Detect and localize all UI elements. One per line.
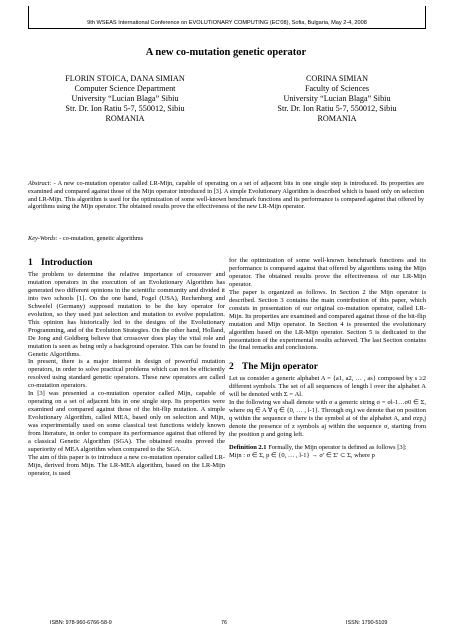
section-heading-introduction [28, 257, 225, 269]
abstract [28, 180, 424, 211]
formula: Mijn : σ ∈ Σ, p ∈ {0, … , l-1} → σ′ ∈ Σ′ ⊂ Σ, where p [229, 452, 375, 460]
author-university: University “Lucian Blaga” Sibiu [71, 94, 179, 103]
author-block-right [242, 74, 432, 124]
author-names: CORINA SIMIAN [305, 74, 369, 83]
paragraph: In [3] was presented a co-mutation operator called Mijn, capable of operating on a set of adjacent bits in one single step. Its properties were examined and compared against those of the bit-flip mutation. A simple Evolutionary Algorithm, called MEA, based only on selection and Mijn, was experimentally used on some classical test functions widely known from literature, in order to compare its performance against that offered by a classical Genetic Algorithm (SGA). The obtained results proved the superiority of MEA algorithm when compared to the SGA. [28, 390, 225, 453]
left-column [28, 257, 225, 478]
section-title: The Mijn operator [242, 362, 318, 373]
paragraph: Let us consider a generic alphabet A = {a1, a2, … , as} composed by s ≥2 different symbols. The set of all sequences of length l over the alphabet A will be denoted with Σ = Al. [229, 375, 426, 399]
author-university: University “Lucian Blaga” Sibiu [283, 94, 391, 103]
footer-page-number: 76 [221, 620, 227, 626]
author-country: ROMANIA [105, 114, 145, 123]
right-column [229, 257, 426, 460]
conference-header [28, 6, 426, 29]
definition-label: Definition 2.1 [229, 444, 267, 452]
paragraph: The aim of this paper is to introduce a new co-mutation operator called LR-Mijn, derived from Mijn. The LR-MEA algorithm, based on the LR-Mijn operator, is used [28, 453, 225, 477]
definition-text: Formally, the Mijn operator is defined as follows [3]: [266, 444, 407, 452]
paragraph: for the optimization of some well-known benchmark functions and its performance is compared against that offered by algorithms using the Mijn operator. The obtained results prove the effectiveness of our LR-Mijn operator. [229, 257, 426, 288]
page-footer [28, 620, 424, 632]
section-number: 1 [28, 258, 33, 268]
author-department: Faculty of Sciences [304, 84, 370, 93]
paragraph: In the following we shall denote with σ a generic string σ = σl-1…σ0 ∈ Σ, where σq ∈ A ∀ q ∈ {0, … , l-1}. Through σq,i we denote that on position q within the sequence σ there is the symbol ai of the alphabet A, and σzp,j denote the presence of z symbols aj within the sequence σ, starting from the position p and going left. [229, 399, 426, 439]
abstract-text: - A new co-mutation operator called LR-Mijn, capable of operating on a set of adjacent bits in one single step is introduced. Its properties are examined and compared against those of the Mijn operator introduced in [3]. A simple Evolutionary Algorithm is described which is based only on selection and LR-Mijn. This algorithm is used for the optimization of some well-known benchmark functions and its performance is compared against that offered by algorithms using the Mijn operator. The obtained results prove the effectiveness of the new LR-Mijn operator. [28, 180, 424, 211]
paragraph: The paper is organized as follows. In Section 2 the Mijn operator is described. Section 3 contains the main contribution of this paper, which consists in presentation of our original co-mutation operator, called LR-Mijn. Its properties are examined and compared against those of the bit-flip mutation and Mijn operator. In Section 4 is presented the evolutionary algorithm based on the LR-Mijn operator. Section 5 is dedicated to the presentation of the experimental results achieved. The last Section contains the final remarks and conclusions. [229, 288, 426, 352]
footer-issn: ISSN: 1790-5109 [346, 620, 388, 626]
author-address: Str. Dr. Ion Ratiu 5-7, 550012, Sibiu [65, 104, 185, 113]
spacer [229, 352, 426, 361]
paragraph: In present, there is a major interest in design of powerful mutation operators, in order to solve practical problems which can not be efficiently resolved using standard genetic operators. These new operators are called co-mutation operators. [28, 358, 225, 390]
section-heading-mijn-operator [229, 361, 426, 373]
definition [229, 444, 426, 452]
author-block-left [40, 74, 210, 124]
author-names: FLORIN STOICA, DANA SIMIAN [65, 74, 185, 83]
abstract-label: Abstract: [28, 180, 52, 187]
author-country: ROMANIA [317, 114, 357, 123]
footer-isbn: ISBN: 978-960-6766-58-9 [50, 620, 112, 626]
conference-header-text: 9th WSEAS International Conference on EVOLUTIONARY COMPUTING (EC'08), Sofia, Bulgaria, May 2-4, 2008 [87, 20, 367, 26]
section-title: Introduction [41, 258, 93, 268]
section-number: 2 [229, 362, 234, 373]
keywords [28, 235, 143, 242]
author-address: Str. Dr. Ion Ratiu 5-7, 550012, Sibiu [277, 104, 397, 113]
keywords-label: Key-Words: [28, 235, 58, 242]
paragraph: The problem to determine the relative importance of crossover and mutation operators in the execution of an Evolutionary Algorithm has generated two different opinions in the scientific community and divided it into two schools [1]. On the one hand, Fogel (USA), Rechenberg and Schwefel (Germany) supposed mutation to be the key operator for evolution, so they used just selection and mutation to evolve population. This opinion has historically led to the designs of the Evolutionary Programming, and of the Evolution Strategies. On the other hand, Holland, De Jong and Goldberg believe that crossover does play the vital role and mutation is seen as being only a background operator. This can be found in Genetic Algorithms. [28, 271, 225, 358]
author-department: Computer Science Department [74, 84, 176, 93]
paper-title: A new co-mutation genetic operator [145, 47, 307, 58]
keywords-text: - co-mutation, genetic algorithms [57, 235, 144, 242]
